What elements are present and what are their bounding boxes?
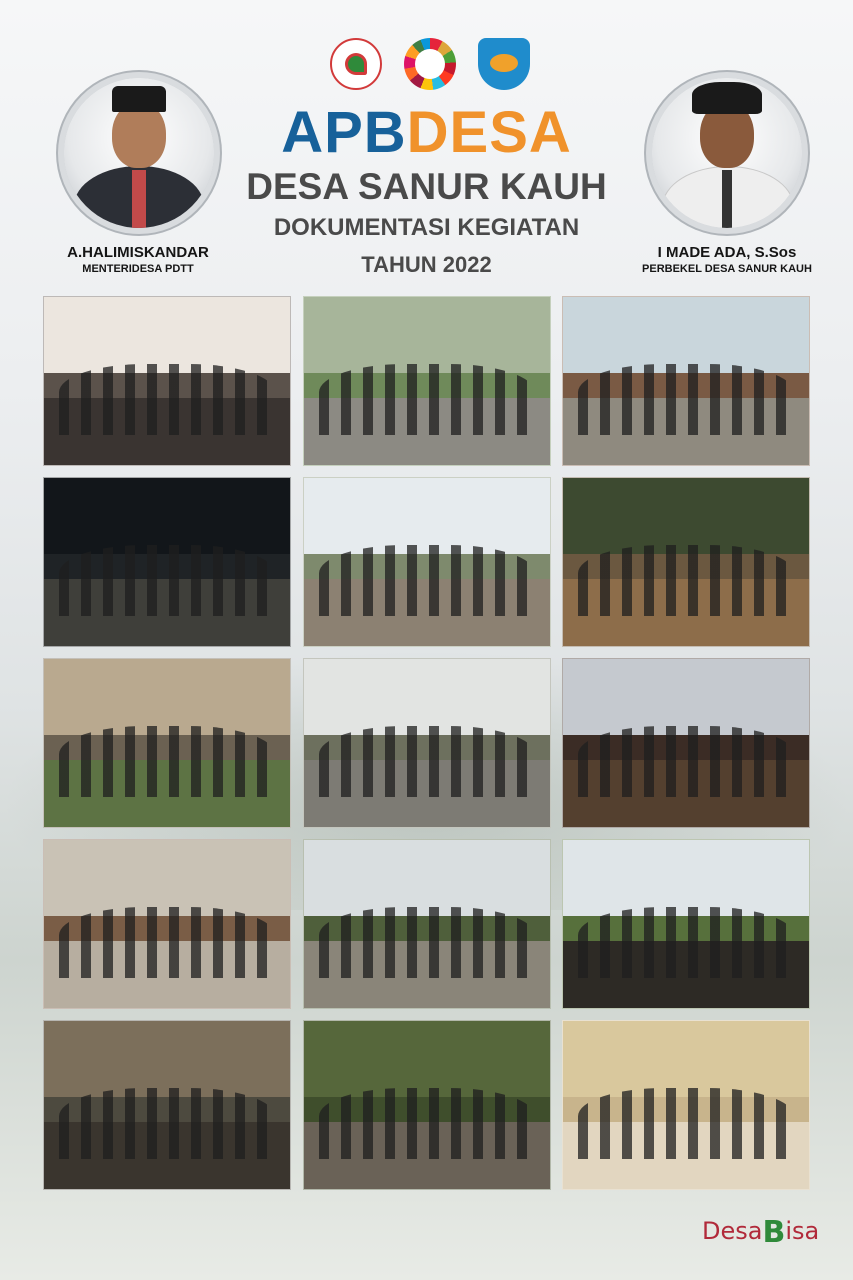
perbekel-name: I MADE ADA, S.Sos — [657, 244, 797, 261]
perbekel-portrait — [652, 78, 802, 228]
photo-grid — [43, 296, 811, 1190]
kemendes-logo — [330, 38, 382, 90]
activity-photo — [562, 1020, 810, 1190]
activity-photo — [562, 839, 810, 1009]
brand-text-isa: isa — [785, 1217, 820, 1245]
activity-photo — [43, 658, 291, 828]
activity-photo — [562, 296, 810, 466]
activity-photo — [43, 296, 291, 466]
sdgs-desa-logo — [404, 38, 456, 90]
activity-photo — [43, 1020, 291, 1190]
kabupaten-badung-logo — [478, 38, 530, 90]
activity-photo — [43, 477, 291, 647]
perbekel-role: PERBEKEL DESA SANUR KAUH — [642, 263, 812, 275]
year-label: TAHUN 2022 — [361, 252, 492, 277]
desa-bisa-logo — [702, 1212, 820, 1250]
minister-name: A.HALIMISKANDAR — [67, 244, 209, 261]
brand-mark: B — [762, 1215, 786, 1250]
activity-photo — [303, 1020, 551, 1190]
activity-photo — [303, 477, 551, 647]
brand-text-desa: Desa — [702, 1217, 763, 1245]
activity-photo — [562, 477, 810, 647]
activity-photo — [303, 658, 551, 828]
figure-tie — [722, 170, 732, 228]
poster-header — [0, 0, 853, 290]
minister-role: MENTERIDESA PDTT — [82, 263, 194, 275]
title-desa: DESA — [406, 100, 572, 165]
activity-photo — [43, 839, 291, 1009]
documentation-subtitle: DOKUMENTASI KEGIATAN — [273, 214, 580, 241]
activity-photo — [303, 296, 551, 466]
activity-photo — [303, 839, 551, 1009]
village-title: DESA SANUR KAUH — [246, 166, 607, 207]
logo-row — [330, 38, 530, 90]
activity-photo — [562, 658, 810, 828]
title-apb: APB — [281, 100, 407, 165]
uniform-cap — [692, 82, 762, 114]
